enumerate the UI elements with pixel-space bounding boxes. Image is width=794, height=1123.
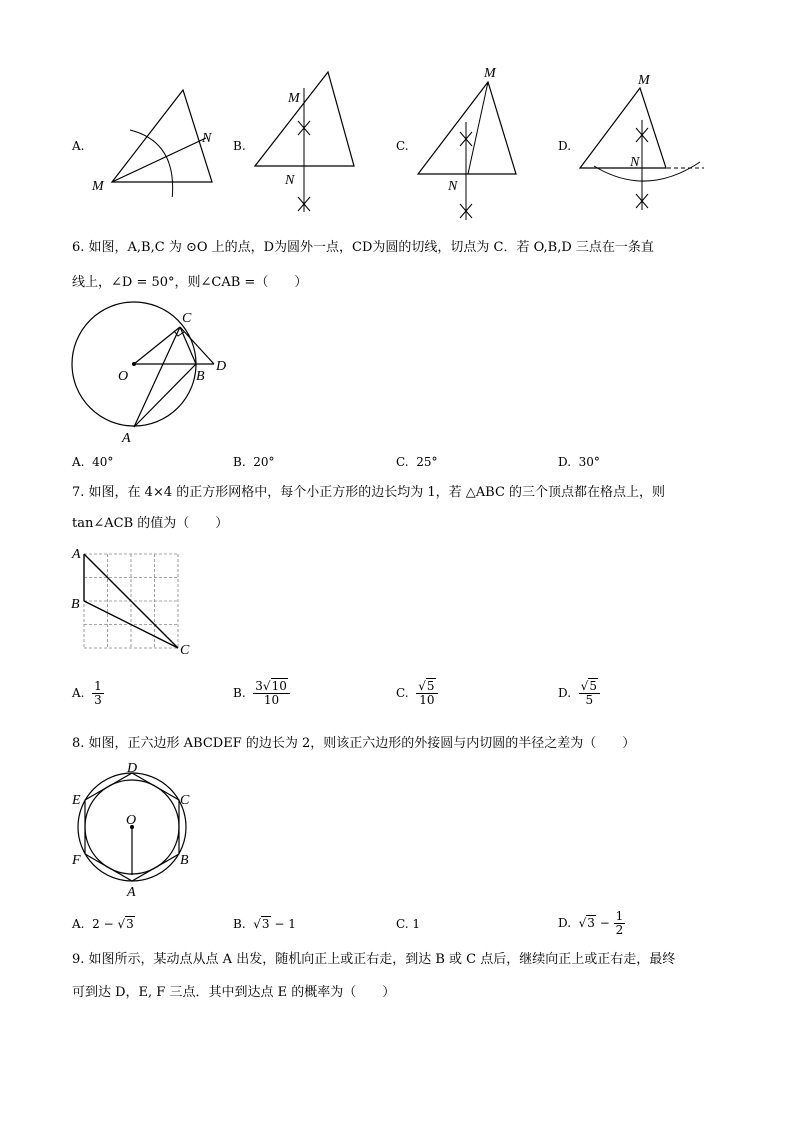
q6-label-o: O	[118, 369, 129, 384]
q5d-label-m: M	[638, 73, 650, 88]
q8-option-b-key: B.	[233, 917, 246, 931]
q7-grid-figure	[68, 544, 198, 659]
q7-label-a: A	[72, 547, 81, 562]
q7-option-c-key: C.	[396, 686, 409, 700]
q5a-label-m: M	[92, 179, 104, 194]
q8-label-c: C	[180, 793, 190, 808]
q7-stem-line2: tan∠ACB 的值为（ ）	[72, 516, 229, 531]
q8-option-a-radicand: 3	[126, 917, 134, 931]
q8-label-f: F	[72, 853, 81, 868]
q5c-label-m: M	[484, 66, 496, 81]
q8-label-o: O	[126, 813, 137, 828]
q7-option-a	[72, 680, 104, 707]
q8-option-c: C. 1	[396, 917, 421, 931]
q6-option-b-key: B.	[233, 455, 246, 469]
q6-circle-figure	[68, 300, 238, 450]
q5b-label-m: M	[288, 91, 300, 106]
q7-option-b-fraction	[253, 680, 290, 707]
q7-option-d	[558, 680, 600, 707]
q9-stem-line1: 9. 如图所示，某动点从点 A 出发，随机向正上或正右走，到达 B 或 C 点后，继续向正上或正右走，最终	[72, 952, 676, 967]
q6-label-b: B	[196, 369, 205, 384]
q8-option-d-numerator: 1	[615, 909, 624, 923]
q6-option-b-value: 20°	[253, 455, 275, 469]
q5-figure-d	[576, 68, 708, 218]
q8-option-b: B. √3 − 1	[233, 917, 296, 931]
q6-stem-line1: 6. 如图，A,B,C 为 ⊙O 上的点，D为圆外一点，CD为圆的切线，切点为 C．若 O,B,D 三点在一条直	[72, 240, 654, 255]
q7-option-c-denominator: 10	[419, 693, 435, 707]
q6-option-a-value: 40°	[92, 455, 114, 469]
q8-stem-line1: 8. 如图，正六边形 ABCDEF 的边长为 2，则该正六边形的外接圆与内切圆的半径之差为（ ）	[72, 736, 636, 751]
q6-label-a: A	[122, 431, 131, 446]
q5-option-c-label: C.	[396, 139, 409, 153]
q8-option-d-minus: −	[595, 916, 614, 930]
q5b-label-n: N	[285, 173, 295, 188]
q8-label-b: B	[180, 853, 189, 868]
q5-option-d-label: D.	[558, 139, 572, 153]
q7-option-d-radicand: 5	[589, 679, 597, 693]
q6-option-d	[558, 454, 600, 470]
q7-option-b-coefficient: 3	[255, 679, 263, 693]
q8-option-b-suffix: − 1	[270, 917, 296, 931]
q9-stem-line2: 可到达 D，E, F 三点．其中到达点 E 的概率为（ ）	[72, 985, 396, 1000]
q6-option-d-value: 30°	[578, 455, 600, 469]
q5-option-b-label: B.	[233, 139, 246, 153]
q7-option-b-denominator: 10	[263, 693, 280, 707]
q6-label-c: C	[182, 311, 192, 326]
q7-option-a-numerator: 1	[94, 679, 102, 693]
q5-figure-a	[88, 82, 218, 197]
q7-stem-line1: 7. 如图，在 4×4 的正方形网格中，每个小正方形的边长均为 1，若 △ABC 的三个顶点都在格点上，则	[72, 485, 666, 500]
q8-option-d: D. √3 − $\frac{1}{2}$	[558, 909, 624, 937]
q6-option-c-key: C.	[396, 455, 409, 469]
q7-option-d-key: D.	[558, 686, 572, 700]
q8-label-d: D	[127, 761, 138, 776]
q8-option-d-fraction	[614, 910, 626, 937]
q7-option-c-radicand: 5	[426, 679, 435, 693]
q5-figure-c	[412, 62, 532, 222]
q7-option-d-numerator: √5	[579, 680, 600, 694]
q7-option-a-denominator: 3	[94, 693, 102, 707]
q5c-label-n: N	[448, 179, 458, 194]
q7-option-b-numerator: 3√10	[253, 680, 290, 694]
q7-option-b-radicand: 10	[271, 679, 287, 693]
q8-option-d-key: D.	[558, 916, 572, 930]
q8-option-d-denominator: 2	[615, 923, 624, 937]
q8-label-a: A	[127, 885, 136, 898]
q7-option-c	[396, 680, 438, 707]
q8-label-e: E	[72, 793, 81, 808]
q8-hexagon-figure	[64, 756, 204, 898]
q6-option-c-value: 25°	[416, 455, 438, 469]
q7-option-c-fraction	[416, 680, 437, 707]
q7-option-a-fraction	[92, 680, 104, 707]
q6-stem-line2: 线上，∠D = 50°，则∠CAB =（ ）	[72, 275, 308, 290]
q6-option-a-key: A.	[72, 455, 85, 469]
q5-option-a-label: A.	[72, 139, 85, 153]
q7-label-c: C	[180, 643, 190, 658]
q8-option-a: A. 2 − √3	[72, 917, 134, 931]
q6-option-d-key: D.	[558, 455, 572, 469]
q7-option-d-denominator: 5	[585, 693, 594, 707]
q5a-label-n: N	[202, 131, 212, 146]
q8-option-a-prefix: 2 −	[92, 917, 118, 931]
q8-option-b-radicand: 3	[261, 917, 270, 931]
q6-label-d: D	[216, 359, 227, 374]
q5-figure-b	[250, 68, 370, 218]
q7-label-b: B	[71, 597, 80, 612]
q5d-label-n: N	[630, 155, 640, 170]
q6-option-a	[72, 454, 113, 470]
q7-option-a-key: A.	[72, 686, 85, 700]
q7-option-b-key: B.	[233, 686, 246, 700]
q7-option-c-numerator: √5	[416, 680, 437, 694]
q8-option-d-radicand: 3	[587, 916, 595, 930]
q8-option-a-key: A.	[72, 917, 85, 931]
q6-option-b	[233, 454, 275, 470]
q7-option-b	[233, 680, 290, 707]
q7-option-d-fraction	[579, 680, 600, 707]
q6-option-c	[396, 454, 438, 470]
